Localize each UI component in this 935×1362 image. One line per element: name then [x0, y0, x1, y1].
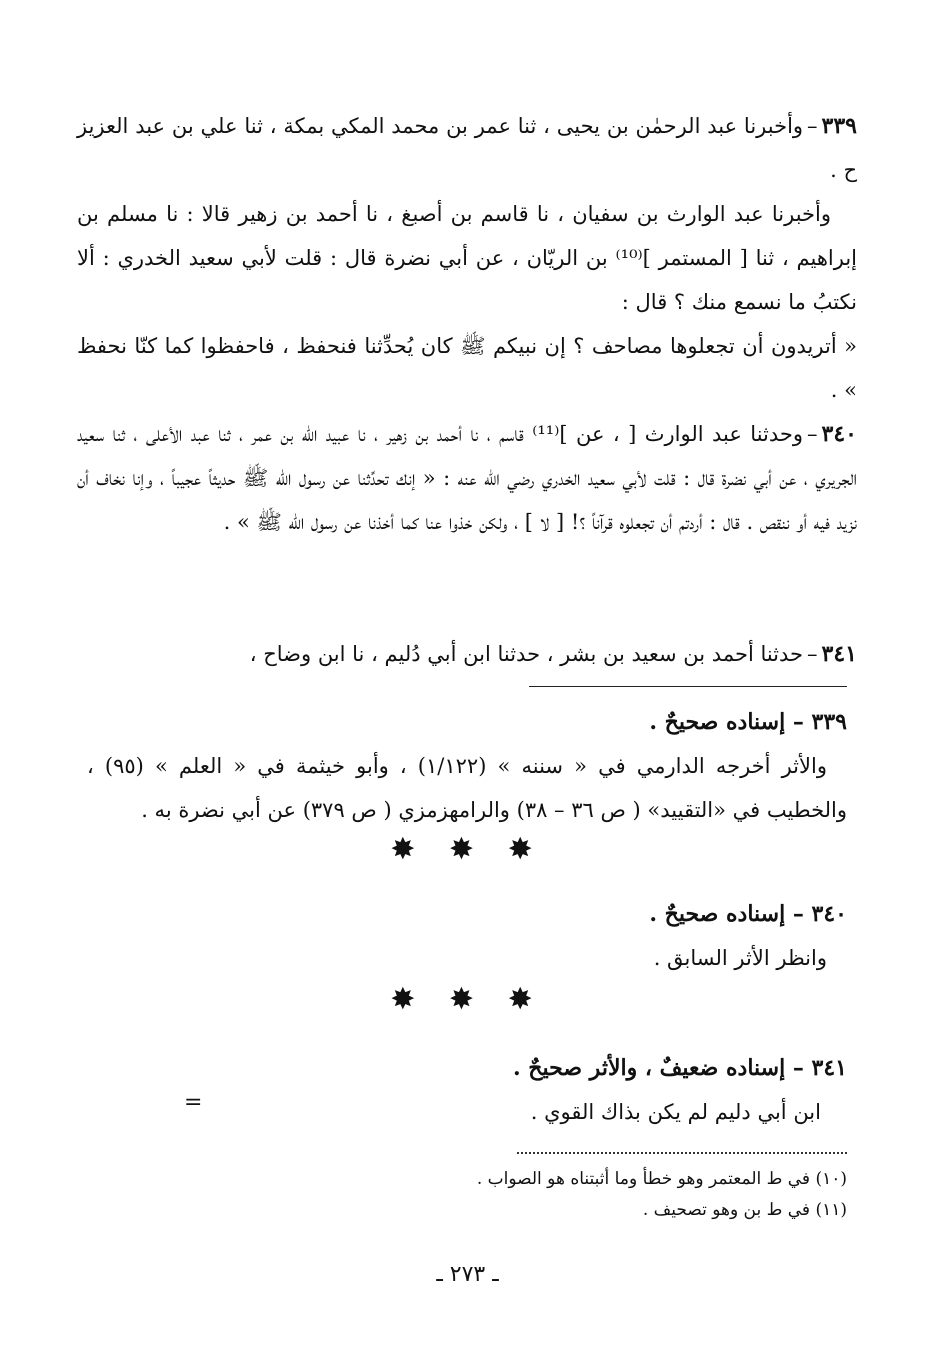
- note-heading: ٣٤١ – إسناده ضعيفٌ ، والأثر صحيحٌ .: [512, 1055, 847, 1081]
- footnote-10: (١٠) في ط المعتمر وهو خطأ وما أثبتناه هو الصواب .: [476, 1169, 847, 1189]
- hadith-339-matn: [77, 324, 857, 412]
- page-number: ـ ٢٧٣ ـ: [436, 1262, 499, 1287]
- note-body: والأثر أخرجه الدارمي في « سننه » (١/١٢٢) ، وأبو خيثمة في « العلم » (٩٥) ، والخطيب في «التقييد» ( ص ٣٦ – ٣٨) والرامهزمزي ( ص ٣٧٩) عن أبي نضرة به .: [87, 754, 847, 822]
- hadith-text: وحدثنا عبد الوارث [ ، عن ]⁽¹¹⁾ قاسم ، نا أحمد بن زهير ، نا عبيد الله بن عمر ، ثنا عبد الأعلى ، ثنا سعيد الجريري ، عن أبي نضرة قال : قلت لأبي سعيد الخدري رضي الله عنه : « إنك تحدِّثنا عن رسول الله ﷺ حديثاً عجيباً ، وإنا نخاف أن نزيد فيه أو ننقص . قال : أردتم أن تجعلوه قرآناً ؟! [ لا ] ، ولكن خذوا عنا كما أخذنا عن رسول الله ﷺ » .: [77, 422, 857, 534]
- footnote-11: (١١) في ط بن وهو تصحيف .: [642, 1200, 847, 1220]
- hadith-339-chain: [77, 192, 857, 324]
- footnotes: [87, 1164, 847, 1226]
- margin-mark: =: [184, 1090, 203, 1115]
- note-heading: ٣٤٠ – إسناده صحيحٌ .: [649, 901, 847, 927]
- hadith-number: ٣٤١: [821, 641, 857, 667]
- section-divider: ✸ ✸ ✸: [390, 832, 545, 867]
- hadith-339: ٣٣٩–وأخبرنا عبد الرحمٰن بن يحيى ، ثنا عمر بن محمد المكي بمكة ، ثنا علي بن عبد العزيز ح .: [77, 113, 857, 182]
- hadith-number: ٣٤٠: [821, 421, 857, 447]
- footnote-separator: [517, 1152, 847, 1154]
- section-divider: ✸ ✸ ✸: [390, 982, 545, 1017]
- hadith-text: وأخبرنا عبد الوارث بن سفيان ، نا قاسم بن أصبغ ، نا أحمد بن زهير قالا : نا مسلم بن إبراهيم ، ثنا [ المستمر ]⁽¹⁰⁾ بن الريّان ، عن أبي نضرة قال : قلت لأبي سعيد الخدري : ألا نكتبُ ما نسمع منك ؟ قال :: [77, 202, 858, 314]
- note-body: ابن أبي دليم لم يكن بذاك القوي .: [530, 1100, 821, 1124]
- hadith-341: ٣٤١–حدثنا أحمد بن سعيد بن بشر ، حدثنا ابن أبي دُليم ، نا ابن وضاح ،: [249, 641, 857, 667]
- separator-rule: [529, 686, 847, 687]
- note-heading: ٣٣٩ – إسناده صحيحٌ .: [649, 709, 847, 735]
- hadith-number: ٣٣٩: [821, 113, 857, 139]
- hadith-text: حدثنا أحمد بن سعيد بن بشر ، حدثنا ابن أبي دُليم ، نا ابن وضاح ،: [249, 642, 804, 666]
- hadith-text: وأخبرنا عبد الرحمٰن بن يحيى ، ثنا عمر بن محمد المكي بمكة ، ثنا علي بن عبد العزيز ح .: [77, 114, 857, 182]
- note-340: [87, 892, 847, 980]
- note-body: وانظر الأثر السابق .: [653, 946, 827, 970]
- hadith-340: ٣٤٠–وحدثنا عبد الوارث [ ، عن ]⁽¹¹⁾ قاسم ، نا أحمد بن زهير ، نا عبيد الله بن عمر ، ثنا عبد الأعلى ، ثنا سعيد الجريري ، عن أبي نضرة قال : قلت لأبي سعيد الخدري رضي الله عنه : « إنك تحدِّثنا عن رسول الله ﷺ حديثاً عجيباً ، وإنا نخاف أن نزيد فيه أو ننقص . قال : أردتم أن تجعلوه قرآناً ؟! [ لا ] ، ولكن خذوا عنا كما أخذنا عن رسول الله ﷺ » .: [77, 421, 857, 534]
- hadith-text: « أتريدون أن تجعلوها مصاحف ؟ إن نبيكم ﷺ كان يُحدِّثنا فنحفظ ، فاحفظوا كما كنّا نحفظ » .: [77, 334, 857, 402]
- note-339: [87, 700, 847, 832]
